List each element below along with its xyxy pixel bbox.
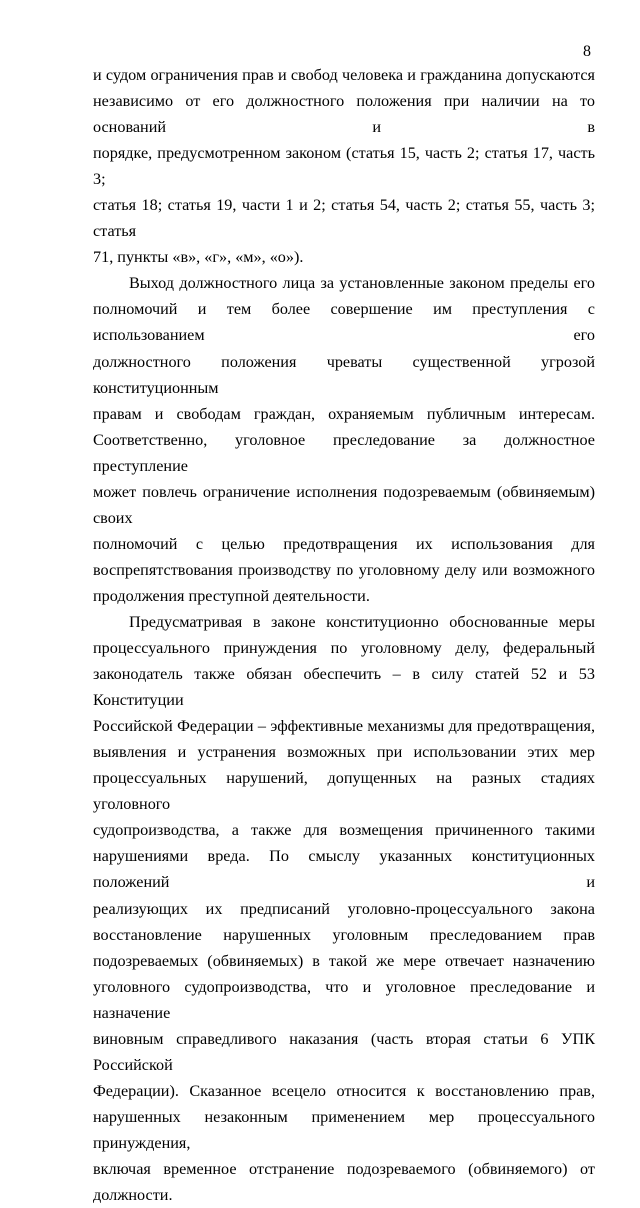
text-line: продолжения преступной деятельности. (93, 586, 370, 605)
text-line: восстановление нарушенных уголовным преследованием прав (93, 925, 595, 944)
paragraph-2 (93, 270, 595, 609)
text-line: Соответственно, уголовное преследование за должностное преступление (93, 430, 595, 475)
text-line: полномочий с целью предотвращения их использования для (93, 534, 595, 553)
text-line: полномочий и тем более совершение им преступления с использованием его (93, 300, 595, 345)
text-line: процессуальных нарушений, допущенных на разных стадиях уголовного (93, 769, 595, 814)
text-line: выявления и устранения возможных при использовании этих мер (93, 743, 595, 762)
page-number: 8 (583, 43, 591, 60)
text-line: законодатель также обязан обеспечить – в силу статей 52 и 53 Конституции (93, 665, 595, 710)
text-line: уголовного судопроизводства, что и уголовное преследование и назначение (93, 977, 595, 1022)
text-line: Российской Федерации – эффективные механизмы для предотвращения, (93, 717, 595, 736)
text-line: порядке, предусмотренном законом (статья 15, часть 2; статья 17, часть 3; (93, 144, 595, 189)
text-line: статья 18; статья 19, части 1 и 2; статья 54, часть 2; статья 55, часть 3; статья (93, 196, 595, 241)
text-line: правам и свободам граждан, охраняемым публичным интересам. (93, 404, 595, 423)
text-line: должности. (93, 1186, 173, 1205)
text-line: Выход должностного лица за установленные законом пределы его (129, 274, 595, 293)
text-line: нарушениями вреда. По смыслу указанных конституционных положений и (93, 847, 595, 892)
text-line: 71, пункты «в», «г», «м», «о»). (93, 248, 304, 267)
text-line: судопроизводства, а также для возмещения причиненного такими (93, 821, 595, 840)
paragraph-1 (93, 62, 595, 270)
text-line: процессуального принуждения по уголовному делу, федеральный (93, 639, 595, 658)
text-line: Федерации). Сказанное всецело относится к восстановлению прав, (93, 1081, 595, 1100)
text-line: Предусматривая в законе конституционно обоснованные меры (129, 612, 595, 631)
text-line: реализующих их предписаний уголовно-процессуального закона (93, 899, 595, 918)
text-line: и судом ограничения прав и свобод человека и гражданина допускаются (93, 66, 595, 84)
text-line: включая временное отстранение подозреваемого (обвиняемого) от (93, 1159, 595, 1178)
document-body (93, 62, 595, 1208)
text-line: должностного положения чреваты существенной угрозой конституционным (93, 352, 595, 397)
text-line: независимо от его должностного положения при наличии на то оснований и в (93, 92, 595, 137)
text-line: подозреваемых (обвиняемых) в такой же мере отвечает назначению (93, 951, 595, 970)
text-line: может повлечь ограничение исполнения подозреваемым (обвиняемым) своих (93, 482, 595, 527)
text-line: нарушенных незаконным применением мер процессуального принуждения, (93, 1107, 595, 1152)
text-line: воспрепятствования производству по уголовному делу или возможного (93, 560, 595, 579)
text-line: виновным справедливого наказания (часть вторая статьи 6 УПК Российской (93, 1029, 595, 1074)
paragraph-3 (93, 609, 595, 1208)
